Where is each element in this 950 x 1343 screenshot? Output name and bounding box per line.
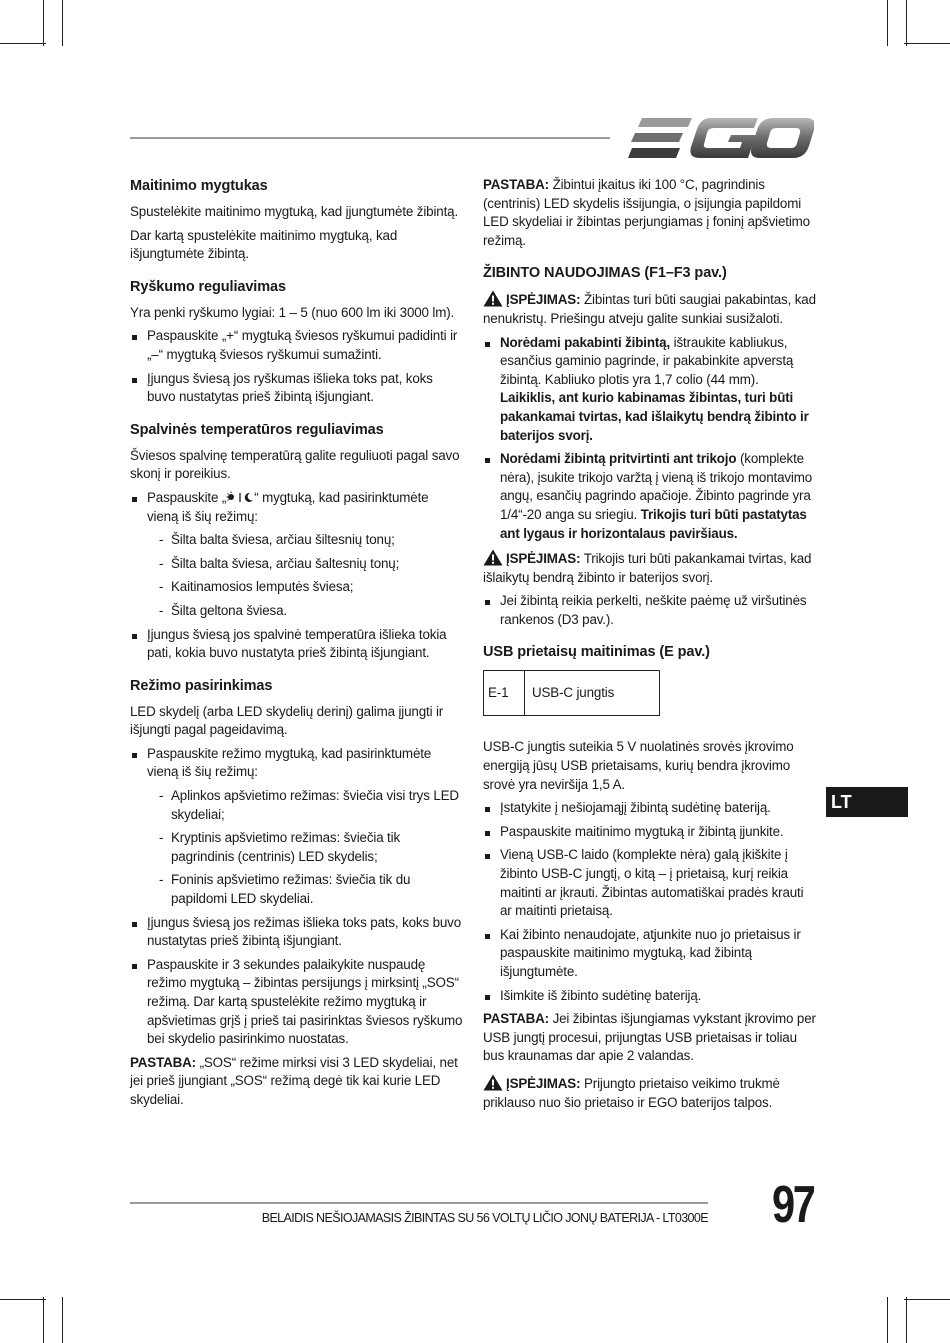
crop-mark — [62, 1297, 63, 1343]
footer-rule — [130, 1202, 708, 1204]
list-item: Paspauskite režimo mygtuką, kad pasirinktumėte vieną iš šių režimų: - Aplinkos apšvietimo režimas: šviečia visi trys LED skydeliai; - Kryptinis apšvietimo režimas: šviečia tik pagrindinis (centrinis) LED skydelis; - Foninis apšvietimo režimas: šviečia tik du papildomi LED skydeliai. — [130, 745, 463, 909]
list-item: Norėdami pakabinti žibintą, ištraukite kabliukus, esančius gaminio pagrinde, ir pakabinkite apverstą žibintą. Kabliuko plotis yra 1,7 colio (44 mm). Laikiklis, ant kurio kabinamas žibintas, turi būti pakankamai tvirtas, kad išlaikytų bendrą žibinto ir baterijos svorį. — [483, 334, 816, 446]
paragraph: Spustelėkite maitinimo mygtuką, kad įjungtumėte žibintą. — [130, 204, 459, 219]
section-title: USB prietaisų maitinimas (E pav.) — [483, 644, 710, 661]
note: PASTABA: Jei žibintas išjungiamas vykstant įkrovimo per USB jungtį procesui, prijungtas USB prietaisas ir toliau bus kraunamas dar apie 2 valandas. — [483, 1011, 816, 1064]
list-item: Įstatykite į nešiojamąjį žibintą sudėtinę bateriją. — [483, 799, 816, 818]
bullet-list — [483, 592, 816, 629]
list-item: - Šilta balta šviesa, arčiau šaltesnių tonų; — [147, 555, 463, 574]
note: PASTABA: Žibintui įkaitus iki 100 °C, pagrindinis (centrinis) LED skydelis išsijungia, o įsijungia papildomi LED skydeliai ir žibintas perjungiamas į foninį apšvietimo režimą. — [483, 177, 810, 248]
left-column — [130, 176, 463, 1115]
section-title: Režimo pasirinkimas — [130, 677, 273, 694]
list-item: Paspauskite ir 3 sekundes palaikykite nuspaudę režimo mygtuką – žibintas persijungs į mirksintį „SOS“ režimą. Dar kartą spustelėkite režimo mygtuką ir apšvietimas grįš į prieš tai pasirinktas šviesos ryškumo bei skydelio pasirinkimo nuostatas. — [130, 956, 463, 1049]
paragraph: Dar kartą spustelėkite maitinimo mygtuką, kad išjungtumėte žibintą. — [130, 227, 398, 262]
list-item: Paspauskite „+“ mygtuką šviesos ryškumui padidinti ir „–“ mygtuką šviesos ryškumui sumažinti. — [130, 327, 463, 364]
right-column — [483, 176, 816, 1117]
warning: ĮSPĖJIMAS: Žibintas turi būti saugiai pakabintas, kad nenukristų. Priešingu atveju galite sunkiai susižaloti. — [483, 292, 816, 326]
crop-mark — [0, 43, 46, 44]
crop-mark — [904, 43, 950, 44]
color-temperature-icon — [226, 491, 254, 503]
crop-mark — [906, 1297, 907, 1343]
list-item: - Aplinkos apšvietimo režimas: šviečia visi trys LED skydeliai; — [147, 787, 463, 824]
note: PASTABA: „SOS“ režime mirksi visi 3 LED skydeliai, net jei prieš įjungiant „SOS“ režimą degė tik kai kurie LED skydeliai. — [130, 1054, 458, 1107]
bullet-list — [483, 334, 816, 544]
footer-text: BELAIDIS NEŠIOJAMASIS ŽIBINTAS SU 56 VOLTŲ LIČIO JONŲ BATERIJA - LT0300E — [261, 1211, 708, 1225]
bullet-list — [130, 489, 463, 663]
warning-icon — [483, 549, 503, 566]
bullet-list — [483, 799, 816, 1005]
list-item: Įjungus šviesą jos spalvinė temperatūra išlieka tokia pati, kokia buvo nustatyta prieš žibintą išjungiant. — [130, 626, 463, 663]
dash-list — [147, 787, 463, 909]
crop-mark — [0, 1299, 46, 1300]
list-item: Paspauskite maitinimo mygtuką ir žibintą įjunkite. — [483, 823, 816, 842]
list-item: Įjungus šviesą jos režimas išlieka toks pats, koks buvo nustatytas prieš žibintą išjungiant. — [130, 914, 463, 951]
list-item: Norėdami žibintą pritvirtinti ant trikojo (komplekte nėra), įsukite trikojo varžtą į vieną iš trikojo montavimo angų, esančių pagrindo apačioje. Žibinto pagrinde yra 1/4“-20 anga su sriegiu. Trikojis turi būti pastatytas ant lygaus ir horizontalaus paviršiaus. — [483, 450, 816, 543]
svg-text:EGO: EGO — [628, 116, 631, 117]
list-item: Vieną USB-C laido (komplekte nėra) galą įkiškite į žibinto USB-C jungtį, o kitą – į prietaisą, kurį reikia maitinti ar įkrauti. Žibintas automatiškai pradės krauti ar maitinti prietaisą. — [483, 846, 816, 920]
warning: ĮSPĖJIMAS: Prijungto prietaiso veikimo trukmė priklauso nuo šio prietaiso ir EGO baterijos talpos. — [483, 1075, 780, 1110]
bullet-list — [130, 745, 463, 1049]
table-cell: E-1 — [484, 671, 525, 715]
section-title: ŽIBINTO NAUDOJIMAS (F1–F3 pav.) — [483, 265, 727, 282]
header-rule — [130, 137, 610, 139]
crop-mark — [906, 0, 907, 46]
table-cell: USB-C jungtis — [532, 685, 615, 701]
warning: ĮSPĖJIMAS: Trikojis turi būti pakankamai tvirtas, kad išlaikytų bendrą žibinto ir baterijos svorį. — [483, 551, 812, 585]
crop-mark — [887, 1297, 888, 1343]
crop-mark — [62, 0, 63, 46]
list-item: Įjungus šviesą jos ryškumas išlieka toks pat, koks buvo nustatytas prieš žibintą išjungiant. — [130, 370, 463, 407]
crop-mark — [43, 0, 44, 46]
paragraph: Yra penki ryškumo lygiai: 1 – 5 (nuo 600 lm iki 3000 lm). — [130, 304, 455, 320]
paragraph: Šviesos spalvinę temperatūrą galite reguliuoti pagal savo skonį ir poreikius. — [130, 447, 460, 482]
usb-table — [483, 670, 660, 716]
list-item: Išimkite iš žibinto sudėtinę bateriją. — [483, 987, 816, 1006]
list-item: - Kryptinis apšvietimo režimas: šviečia tik pagrindinis (centrinis) LED skydelis; — [147, 829, 463, 866]
crop-mark — [43, 1297, 44, 1343]
language-tab: LT — [826, 787, 908, 817]
list-item: Jei žibintą reikia perkelti, neškite paėmę už viršutinės rankenos (D3 pav.). — [483, 592, 816, 629]
paragraph: LED skydelį (arba LED skydelių derinį) galima įjungti ir išjungti pagal pageidavimą. — [130, 703, 444, 738]
paragraph: USB-C jungtis suteikia 5 V nuolatinės srovės įkrovimo energiją jūsų USB prietaisams, kurių bendra įkrovimo srovė yra neviršija 1,5 A. — [483, 739, 794, 792]
warning-icon — [483, 290, 503, 307]
list-item: Kai žibinto nenaudojate, atjunkite nuo jo prietaisus ir paspauskite maitinimo mygtuką, kad žibintą išjungtumėte. — [483, 926, 816, 982]
page-number: 97 — [772, 1176, 814, 1234]
section-title: Maitinimo mygtukas — [130, 178, 268, 194]
ego-logo — [628, 116, 814, 160]
list-item: Paspauskite „ “ mygtuką, kad pasirinktumėte vieną iš šių režimų: - Šilta balta šviesa, arčiau šiltesnių tonų; - Šilta balta šviesa, arčiau šaltesnių tonų; - Kaitinamosios lemputės šviesa; - Šilta geltona šviesa. — [130, 489, 463, 621]
dash-list — [147, 531, 463, 620]
list-item: - Šilta geltona šviesa. — [147, 602, 463, 621]
list-item: - Kaitinamosios lemputės šviesa; — [147, 578, 463, 597]
crop-mark — [904, 1299, 950, 1300]
section-title: Ryškumo reguliavimas — [130, 278, 286, 295]
list-item: - Šilta balta šviesa, arčiau šiltesnių tonų; — [147, 531, 463, 550]
crop-mark — [887, 0, 888, 46]
section-title: Spalvinės temperatūros reguliavimas — [130, 421, 384, 438]
list-item: - Foninis apšvietimo režimas: šviečia tik du papildomi LED skydeliai. — [147, 871, 463, 908]
bullet-list — [130, 327, 463, 406]
warning-icon — [483, 1074, 503, 1091]
